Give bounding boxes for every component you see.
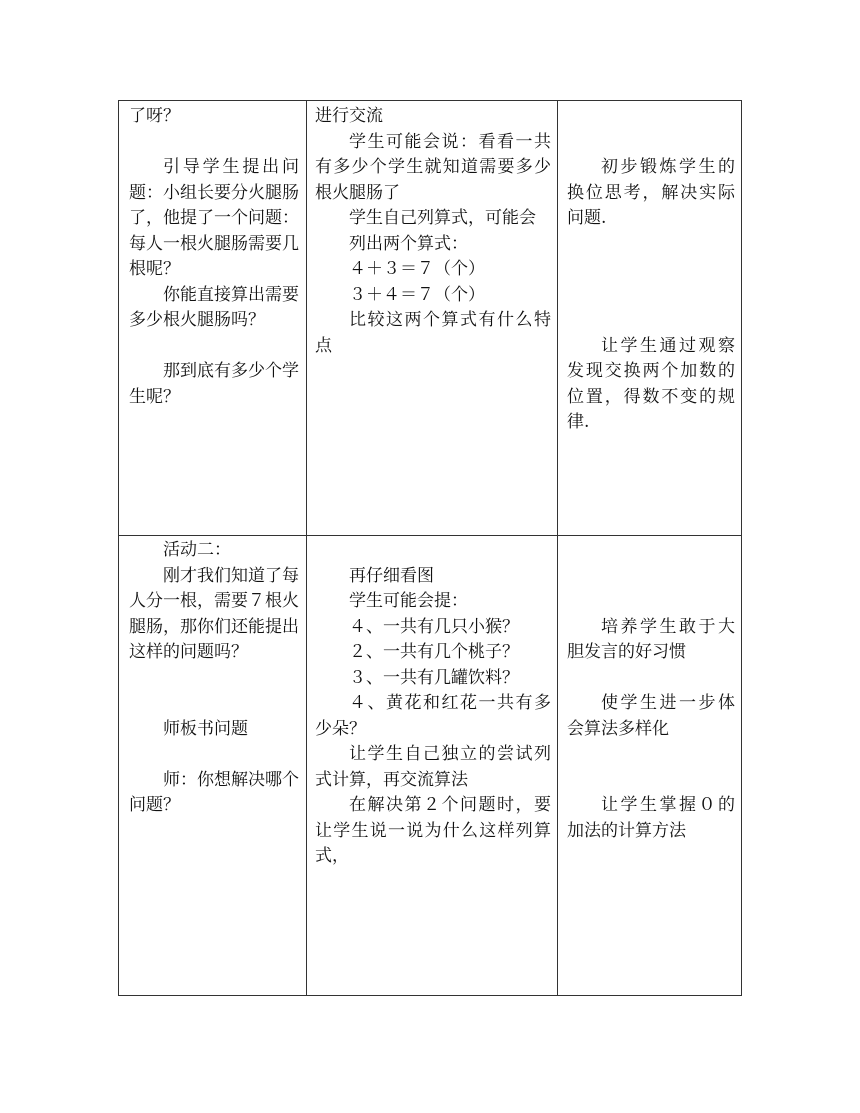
- text-line: 了呀？: [129, 106, 180, 126]
- text-line: 进行交流: [315, 106, 383, 126]
- text-paragraph: 使学生进一步体会算法多样化: [567, 693, 735, 739]
- text-paragraph: 师：你想解决哪个问题？: [129, 769, 299, 815]
- text-paragraph: 让学生通过观察发现交换两个加数的位置，得数不变的规律.: [567, 335, 735, 432]
- question-item: ３、一共有几罐饮料？: [349, 667, 519, 688]
- row-divider: [119, 535, 741, 536]
- text-paragraph: 初步锻炼学生的换位思考，解决实际问题.: [567, 157, 735, 228]
- question-item: ４、一共有几只小猴？: [349, 616, 519, 637]
- text-line: 师板书问题: [163, 718, 248, 739]
- text-line: 再仔细看图: [349, 565, 434, 586]
- column-divider-2: [557, 101, 558, 995]
- question-item: ２、一共有几个桃子？: [349, 642, 519, 662]
- row2-student-activity: [315, 538, 551, 870]
- text-paragraph: 培养学生敢于大胆发言的好习惯: [567, 616, 735, 662]
- text-paragraph: 刚才我们知道了每人分一根，需要７根火腿肠，那你们还能提出这样的问题吗？: [129, 565, 299, 662]
- row1-student-activity: [315, 104, 551, 359]
- row1-design-intent: [567, 104, 735, 436]
- text-paragraph: 在解决第２个问题时，要让学生说一说为什么这样列算式，: [315, 795, 551, 866]
- text-paragraph: 那到底有多少个学生呢？: [129, 361, 299, 407]
- text-paragraph: 引导学生提出问题：小组长要分火腿肠了，他提了一个问题：每人一根火腿肠需要几根呢？: [129, 157, 299, 279]
- column-divider-1: [306, 101, 307, 995]
- row2-design-intent: [567, 538, 735, 844]
- question-item: ４、黄花和红花一共有多少朵？: [315, 693, 551, 739]
- text-paragraph: 让学生掌握０的加法的计算方法: [567, 795, 735, 841]
- text-paragraph: 让学生自己独立的尝试列式计算，再交流算法: [315, 744, 551, 790]
- lesson-plan-table: [118, 100, 742, 996]
- text-paragraph: 列出两个算式：: [349, 233, 468, 254]
- text-paragraph: 你能直接算出需要多少根火腿肠吗？: [129, 284, 299, 330]
- text-paragraph: 比较这两个算式有什么特点: [315, 310, 551, 356]
- row2-teacher-activity: [129, 538, 299, 819]
- text-line: 学生可能会提：: [349, 591, 468, 611]
- row1-teacher-activity: [129, 104, 299, 410]
- text-paragraph: 学生自己列算式，可能会: [349, 208, 536, 228]
- text-paragraph: 学生可能会说：看看一共有多少个学生就知道需要多少根火腿肠了: [315, 131, 551, 203]
- equation-line: ４＋３＝７（个）: [349, 259, 485, 279]
- equation-line: ３＋４＝７（个）: [349, 284, 485, 305]
- text-line: 活动二：: [163, 540, 231, 560]
